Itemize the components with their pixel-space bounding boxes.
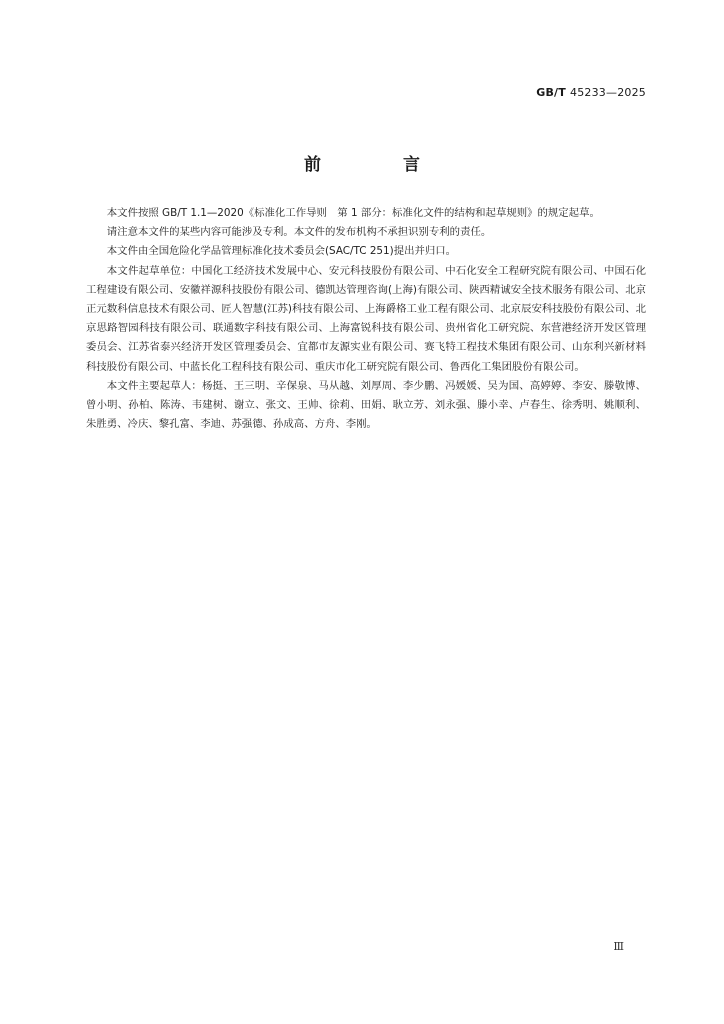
standard-code xyxy=(536,86,646,99)
paragraph-drafters: 本文件主要起草人：杨挺、王三明、辛保泉、马从越、刘厚周、李少鹏、冯媛媛、吴为国、高婷婷、李安、滕敬博、曾小明、孙柏、陈涛、韦建树、谢立、张文、王帅、徐莉、田娟、耿立芳、刘永强、滕小幸、卢春生、徐秀明、姚顺利、朱胜勇、冷庆、黎孔富、李迪、苏强德、孙成高、方舟、李刚。 xyxy=(86,379,646,431)
page-title: 前 言 xyxy=(304,155,458,175)
standard-number: 45233—2025 xyxy=(570,86,646,99)
page-number: Ⅲ xyxy=(613,940,624,953)
standard-prefix: GB/T xyxy=(536,86,566,99)
paragraph-drafting-organizations: 本文件起草单位：中国化工经济技术发展中心、安元科技股份有限公司、中石化安全工程研究院有限公司、中国石化工程建设有限公司、安徽祥源科技股份有限公司、德凯达管理咨询(上海)有限公司、陕西精诚安全技术服务有限公司、北京正元数科信息技术有限公司、匠人智慧(江苏)科技有限公司、上海爵格工业工程有限公司、北京辰安科技股份有限公司、北京思路智园科技有限公司、联通数字科技有限公司、上海富锐科技有限公司、贵州省化工研究院、东营港经济开发区管理委员会、江苏省泰兴经济开发区管理委员会、宜都市友源实业有限公司、赛飞特工程技术集团有限公司、山东利兴新材料科技股份有限公司、中蓝长化工程科技有限公司、重庆市化工研究院有限公司、鲁西化工集团股份有限公司。 xyxy=(86,264,646,373)
paragraph-drafting-basis: 本文件按照 GB/T 1.1—2020《标准化工作导则 第 1 部分：标准化文件的结构和起草规则》的规定起草。 xyxy=(106,207,600,219)
preface-body xyxy=(86,204,646,434)
paragraph-proposer: 本文件由全国危险化学品管理标准化技术委员会(SAC/TC 251)提出并归口。 xyxy=(106,245,457,258)
paragraph-patent-notice: 请注意本文件的某些内容可能涉及专利。本文件的发布机构不承担识别专利的责任。 xyxy=(106,226,492,239)
